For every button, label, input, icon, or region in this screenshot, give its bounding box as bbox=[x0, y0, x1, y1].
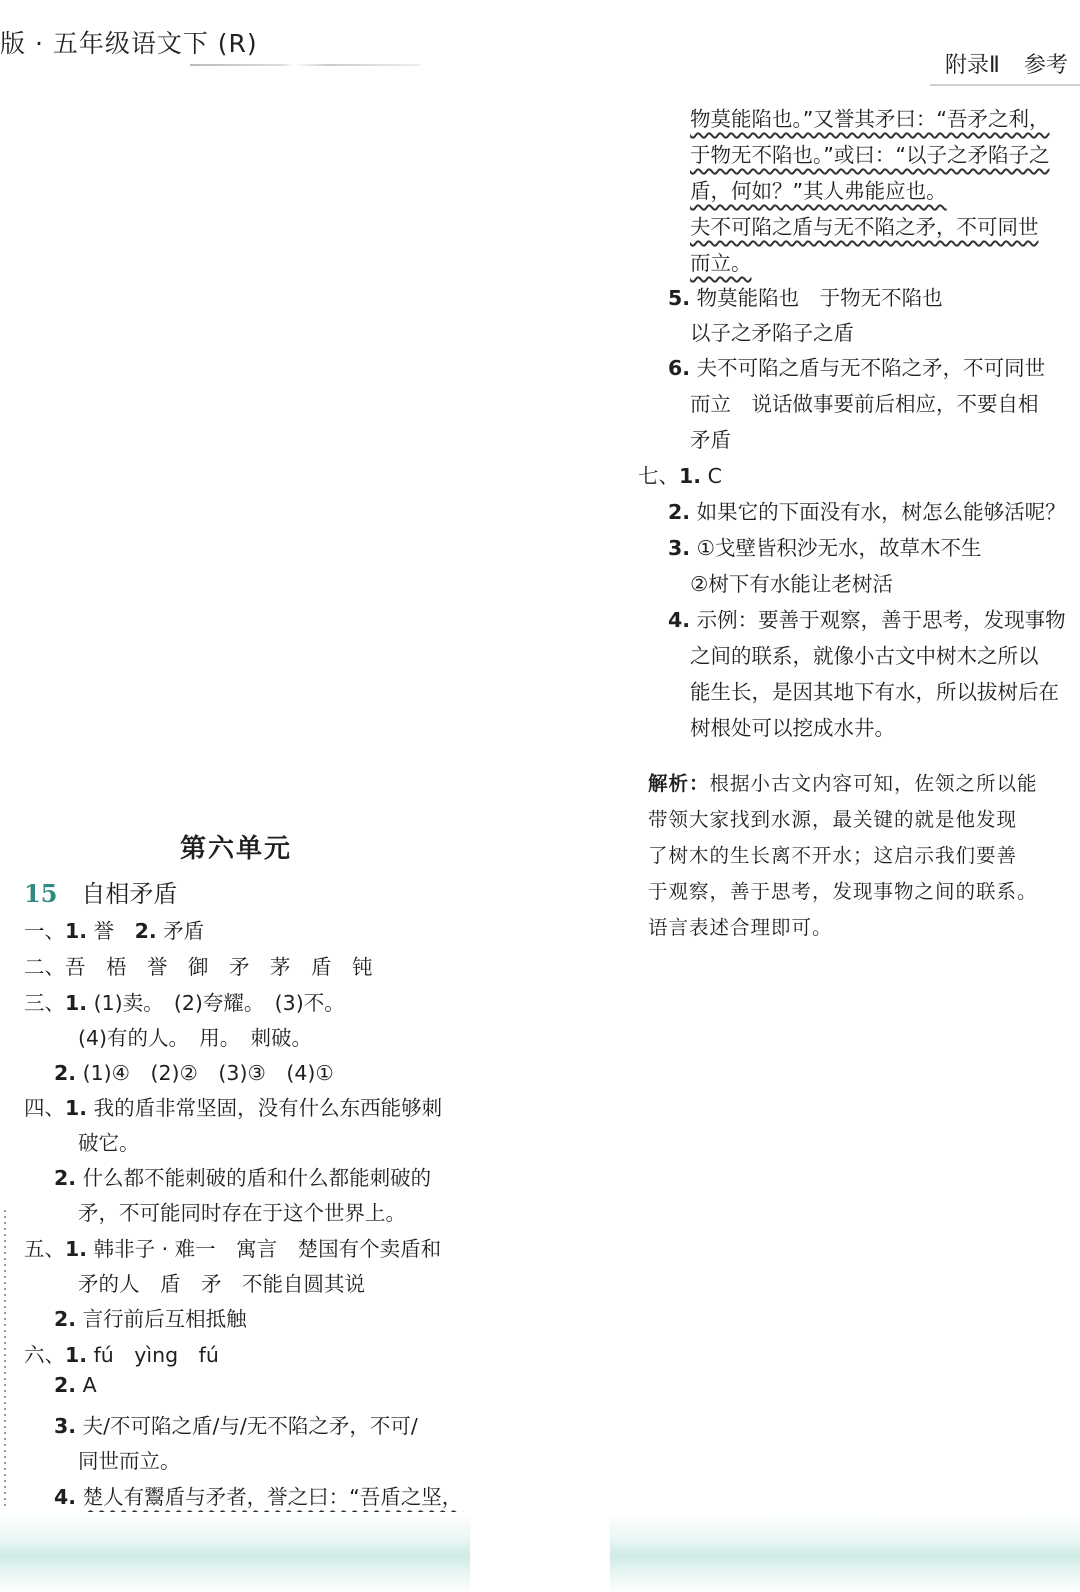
header-right bbox=[945, 48, 1080, 79]
unit-title: 第六单元 bbox=[180, 834, 293, 864]
answer-q5-1: 五、1. 韩非子 · 难一 寓言 楚国有个卖盾和 bbox=[24, 1237, 442, 1261]
answer-q6-1: 六、1. fú yìng fú bbox=[24, 1343, 219, 1367]
answer-q1: 一、1. 誉 2. 矛盾 bbox=[24, 919, 205, 943]
answer-q7-4-cont-3: 树根处可以挖成水井。 bbox=[690, 716, 895, 740]
answer-q6-4-cont-3: 盾，何如？”其人弗能应也。 bbox=[690, 179, 947, 203]
answer-q6-4: 4. 楚人有鬻盾与矛者，誉之曰：“吾盾之坚， bbox=[54, 1485, 463, 1509]
answer-q3-1-cont: (4)有的人。 用。 刺破。 bbox=[78, 1026, 313, 1050]
header-appendix: 附录Ⅱ bbox=[945, 53, 1000, 78]
analysis-line-3: 了树木的生长离不开水；这启示我们要善 bbox=[648, 844, 1018, 867]
answer-q4-2: 2. 什么都不能刺破的盾和什么都能刺破的 bbox=[54, 1166, 432, 1190]
answer-q7-1: 七、1. C bbox=[638, 464, 722, 488]
answer-q7-4-cont-2: 能生长，是因其地下有水，所以拔树后在 bbox=[690, 680, 1059, 704]
lesson-heading bbox=[24, 874, 177, 909]
answer-q6-6-cont-1: 而立 说话做事要前后相应，不要自相 bbox=[690, 392, 1039, 416]
answer-q7-4-cont-1: 之间的联系，就像小古文中树木之所以 bbox=[690, 644, 1039, 668]
lesson-title: 自相矛盾 bbox=[81, 880, 178, 908]
answer-q7-3-cont: ②树下有水能让老树活 bbox=[690, 572, 893, 596]
header-book-title: 版 · 五年级语文下 (R) bbox=[0, 29, 258, 58]
answer-q3-2: 2. (1)④ (2)② (3)③ (4)① bbox=[54, 1061, 334, 1085]
analysis-line-4: 于观察，善于思考，发现事物之间的联系。 bbox=[648, 880, 1038, 903]
answer-q7-2: 2. 如果它的下面没有水，树怎么能够活呢？ bbox=[668, 500, 1066, 524]
answer-q3-1: 三、1. (1)卖。 (2)夸耀。 (3)不。 bbox=[24, 991, 345, 1015]
answer-q6-4-cont-4: 夫不可陷之盾与无不陷之矛，不可同世 bbox=[690, 215, 1039, 239]
header-reference: 参考 bbox=[1023, 53, 1068, 78]
answer-q6-6-cont-2: 矛盾 bbox=[690, 428, 731, 452]
answer-q7-3: 3. ①戈壁皆积沙无水，故草木不生 bbox=[668, 536, 982, 560]
answer-q4-1-cont: 破它。 bbox=[78, 1131, 140, 1155]
analysis-line-1: 解析：根据小古文内容可知，佐领之所以能 bbox=[648, 772, 1038, 795]
answer-q6-4-cont-5: 而立。 bbox=[690, 251, 752, 275]
answer-q6-5-cont: 以子之矛陷子之盾 bbox=[690, 321, 854, 345]
answer-q6-6: 6. 夫不可陷之盾与无不陷之矛，不可同世 bbox=[668, 356, 1046, 380]
answer-q6-4-cont-1: 物莫能陷也。”又誉其矛曰：“吾矛之利， bbox=[690, 107, 1050, 131]
answer-q7-4: 4. 示例：要善于观察，善于思考，发现事物 bbox=[668, 608, 1066, 632]
answer-q4-1: 四、1. 我的盾非常坚固，没有什么东西能够刺 bbox=[24, 1096, 443, 1120]
answer-q5-1-cont: 矛的人 盾 矛 不能自圆其说 bbox=[78, 1272, 365, 1296]
analysis-block bbox=[648, 766, 1058, 946]
analysis-line-2: 带领大家找到水源，最关键的就是他发现 bbox=[648, 808, 1018, 831]
analysis-line-5: 语言表述合理即可。 bbox=[648, 916, 833, 939]
answer-q2: 二、吾 梧 誉 御 矛 茅 盾 钝 bbox=[24, 955, 373, 979]
analysis-label: 解析： bbox=[648, 772, 710, 795]
answer-q5-2: 2. 言行前后互相抵触 bbox=[54, 1307, 247, 1331]
answer-q6-4-cont-2: 于物无不陷也。”或曰：“以子之矛陷子之 bbox=[690, 143, 1050, 167]
answer-q4-2-cont: 矛，不可能同时存在于这个世界上。 bbox=[78, 1201, 406, 1225]
answer-q6-3-cont: 同世而立。 bbox=[78, 1449, 181, 1473]
page-edge-dots bbox=[4, 1210, 6, 1510]
bottom-band-gap bbox=[470, 1512, 610, 1592]
header-right-rule bbox=[930, 84, 1080, 86]
header-left-rule bbox=[190, 64, 420, 66]
lesson-number: 15 bbox=[24, 879, 58, 908]
answer-q6-3: 3. 夫/不可陷之盾/与/无不陷之矛，不可/ bbox=[54, 1414, 418, 1438]
answer-q6-2: 2. A bbox=[54, 1373, 97, 1397]
answer-q6-5: 5. 物莫能陷也 于物无不陷也 bbox=[668, 286, 943, 310]
